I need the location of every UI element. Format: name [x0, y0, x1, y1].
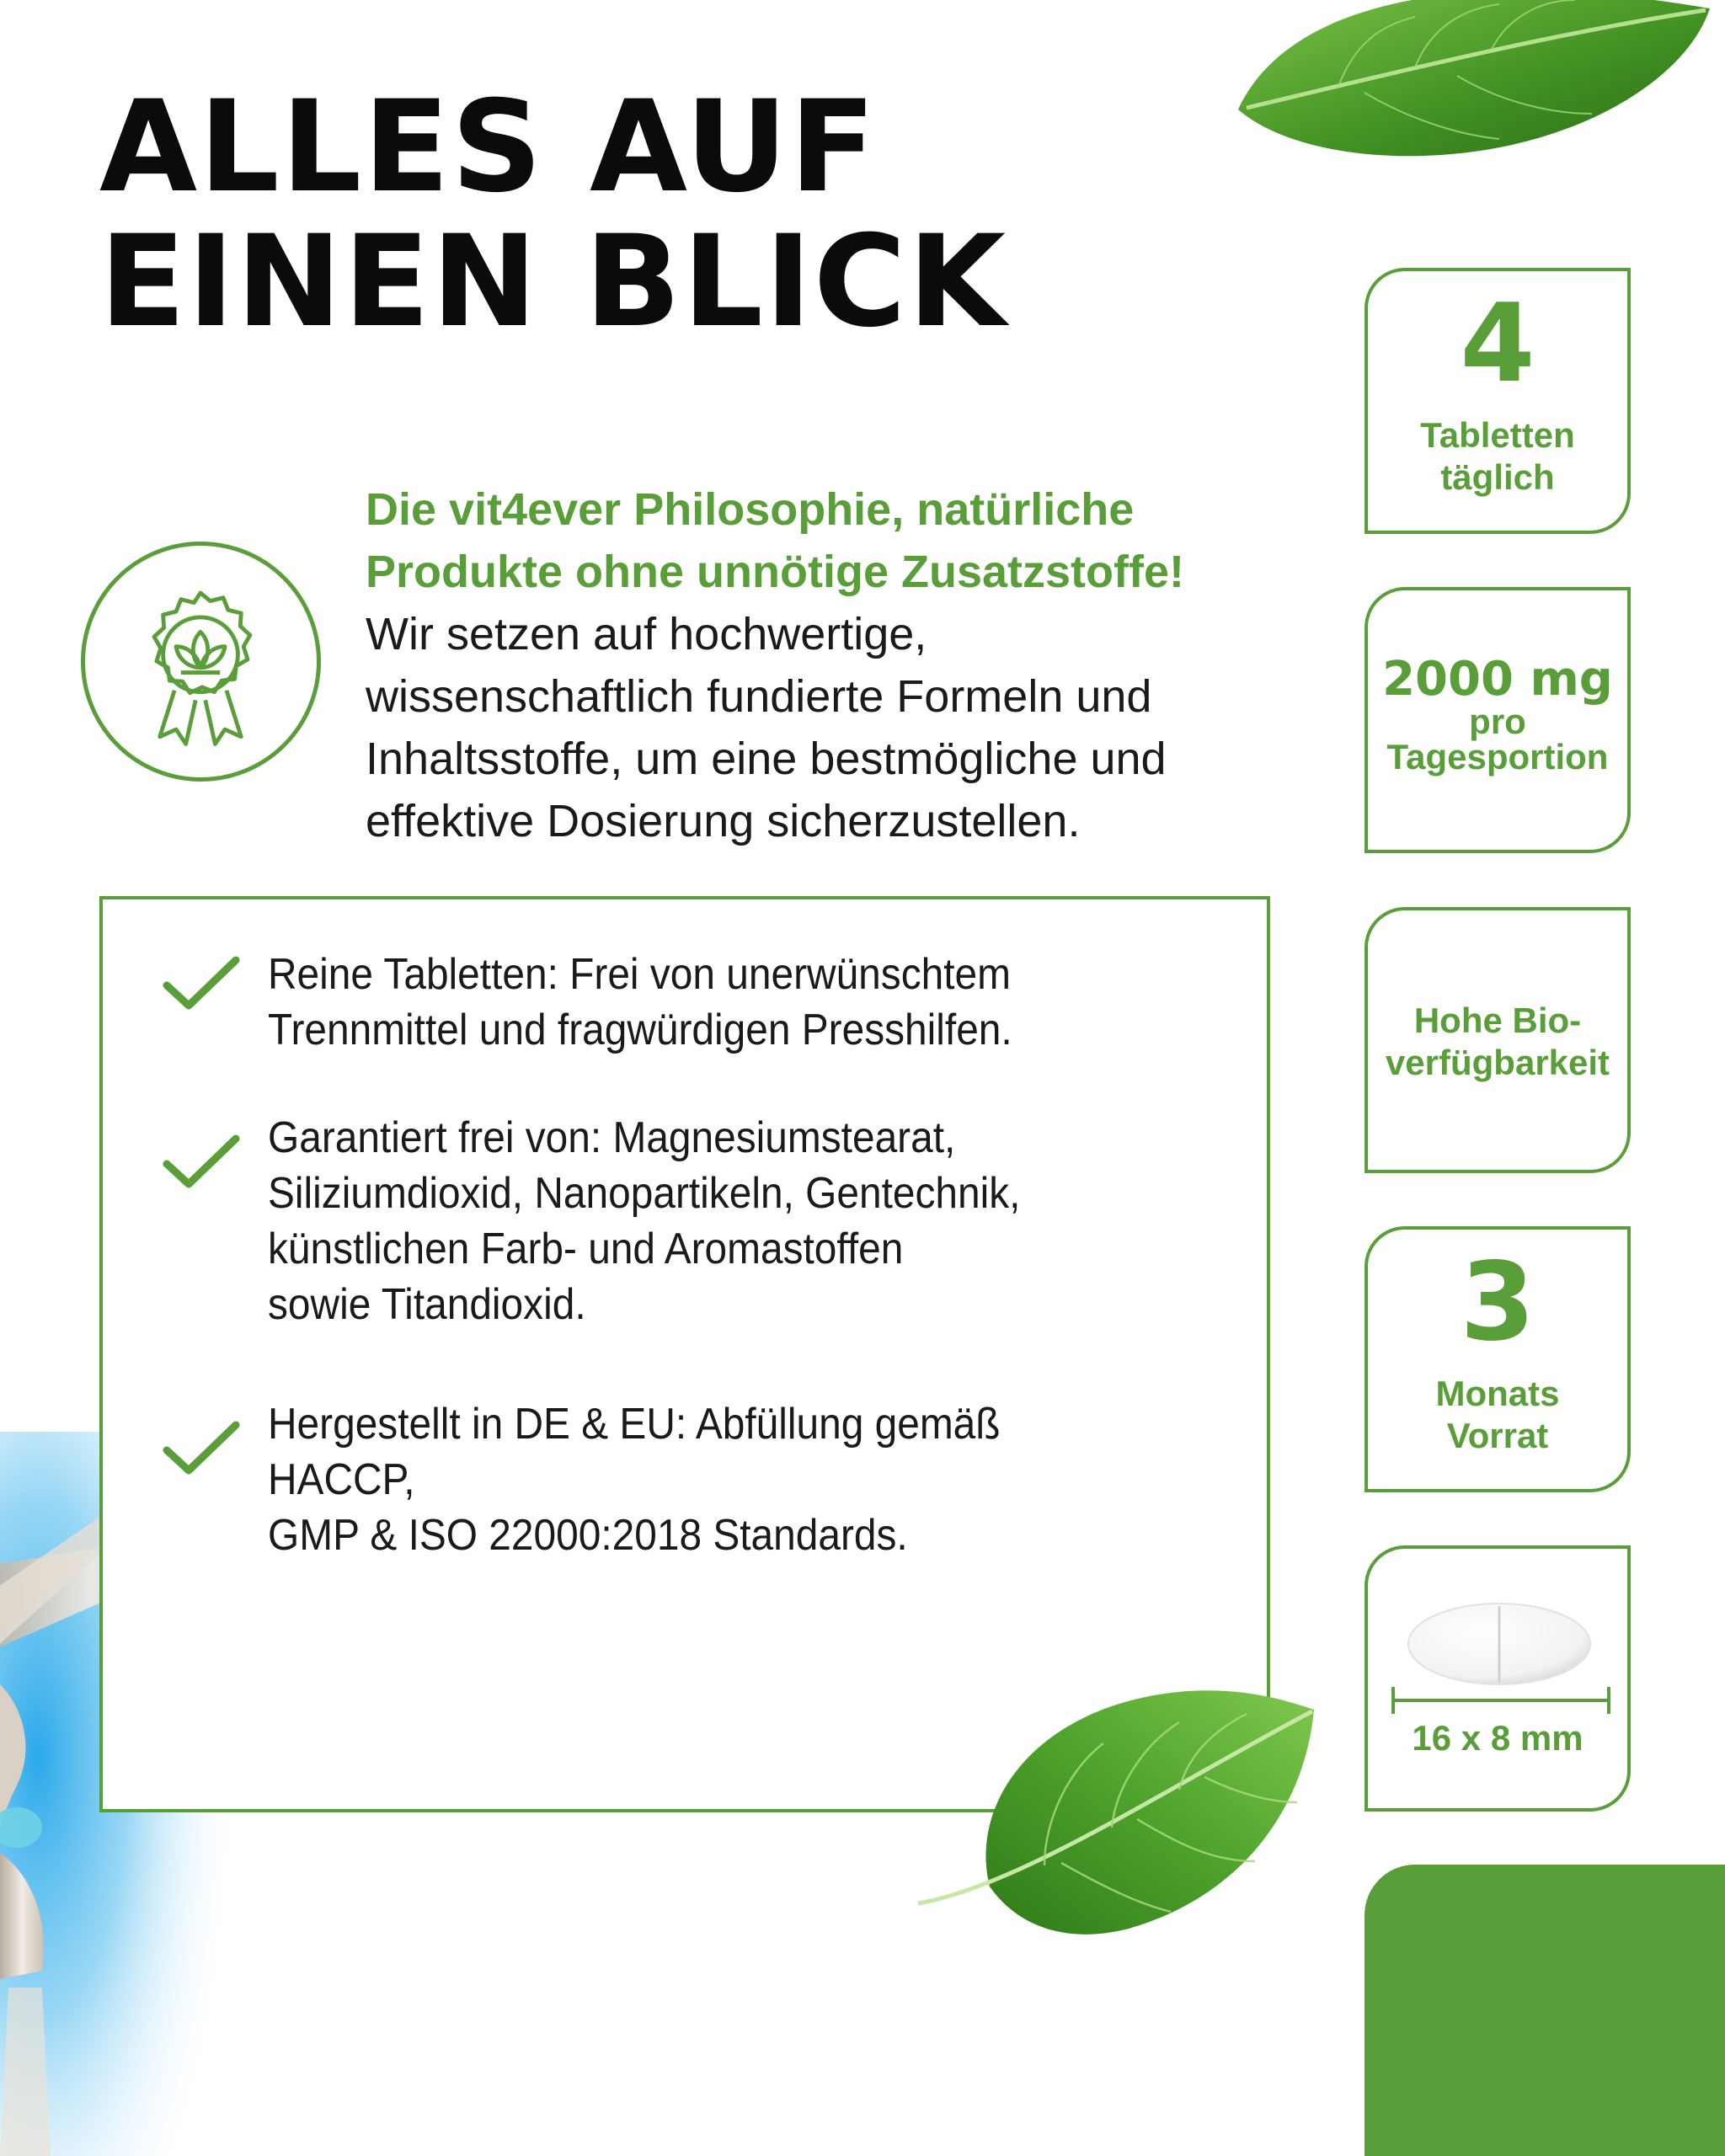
leaf-image-top	[1213, 0, 1718, 168]
green-accent-block	[1365, 1865, 1725, 2156]
card-daily-line-2: täglich	[1440, 457, 1555, 497]
philosophy-highlight-2: Produkte ohne unnötige Zusatzstoffe!	[366, 547, 1184, 597]
card-dosage-line-2: Tagesportion	[1386, 737, 1609, 776]
title-line-1: ALLES AUF	[99, 74, 878, 221]
card-supply-line-2: Vorrat	[1446, 1416, 1549, 1455]
quality-seal-badge	[81, 542, 321, 782]
feature-2-line-2: Siliziumdioxid, Nanopartikeln, Gentechnik,	[268, 1169, 1021, 1218]
feature-text-2	[268, 1110, 1135, 1332]
card-bio-line-1: Hohe Bio-	[1413, 1001, 1582, 1040]
feature-1-line-2: Trennmittel und fragwürdigen Presshilfen.	[268, 1006, 1012, 1054]
page-title	[99, 74, 1008, 355]
card-tablet-size	[1365, 1545, 1631, 1812]
philosophy-body-3: Inhaltsstoffe, um eine bestmögliche und	[366, 734, 1167, 784]
feature-text-1	[268, 947, 1135, 1058]
card-supply-line-1: Monats	[1435, 1374, 1560, 1413]
card-tablet-size-text: 16 x 8 mm	[1412, 1718, 1583, 1758]
feature-2-line-3: künstlichen Farb- und Aromastoffen	[268, 1225, 904, 1273]
leaf-image-bottom	[918, 1676, 1322, 1954]
philosophy-body-2: wissenschaftlich fundierte Formeln und	[366, 671, 1152, 722]
philosophy-body-1: Wir setzen auf hochwertige,	[366, 609, 927, 659]
features-panel	[99, 896, 1270, 1812]
tablet-icon	[1403, 1598, 1595, 1690]
philosophy-body-4: effektive Dosierung sicherzustellen.	[366, 796, 1081, 846]
feature-1-line-1: Reine Tabletten: Frei von unerwünschtem	[268, 950, 1011, 999]
philosophy-text	[366, 478, 1250, 852]
size-dimension-icon	[1390, 1684, 1612, 1717]
checkmark-icon	[162, 1132, 242, 1191]
quality-seal-icon	[85, 546, 317, 777]
title-line-2: EINEN BLICK	[99, 209, 1008, 355]
card-supply	[1365, 1226, 1631, 1492]
checkmark-icon	[162, 953, 242, 1012]
feature-2-line-1: Garantiert frei von: Magnesiumstearat,	[268, 1113, 956, 1162]
card-daily-line-1: Tabletten	[1420, 415, 1575, 455]
feature-3-line-1: Hergestellt in DE & EU: Abfüllung gemäß HACCP,	[268, 1400, 1001, 1504]
card-dosage-line-1: pro	[1469, 702, 1526, 741]
card-dosage	[1365, 587, 1631, 853]
philosophy-highlight-1: Die vit4ever Philosophie, natürliche	[366, 484, 1135, 535]
card-supply-number: 3	[1460, 1240, 1535, 1365]
feature-2-line-4: sowie Titandioxid.	[268, 1280, 586, 1329]
card-bioavailability	[1365, 907, 1631, 1173]
card-bio-line-2: verfügbarkeit	[1385, 1043, 1610, 1082]
card-daily-number: 4	[1460, 281, 1535, 407]
checkmark-icon	[162, 1418, 242, 1477]
feature-text-3	[268, 1396, 1135, 1563]
card-daily-tablets	[1365, 268, 1631, 534]
card-dosage-amount: 2000 mg	[1382, 652, 1613, 707]
feature-3-line-2: GMP & ISO 22000:2018 Standards.	[268, 1511, 908, 1560]
